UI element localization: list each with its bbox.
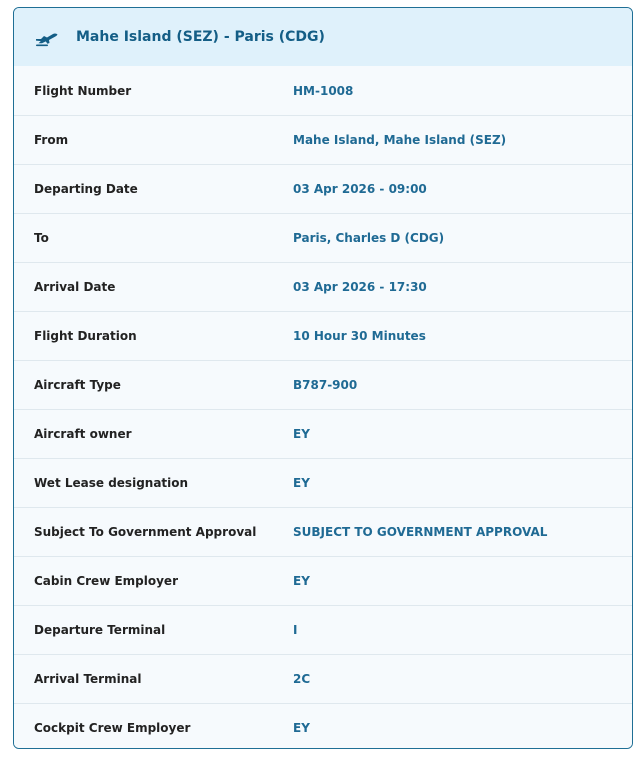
detail-label: Aircraft owner [34,427,132,441]
detail-label: Flight Duration [34,329,137,343]
detail-row-aircraft-owner [14,409,632,458]
detail-label: Departure Terminal [34,623,166,637]
detail-row-flight-duration [14,311,632,360]
detail-row-wet-lease-designation [14,458,632,507]
detail-row-arrival-terminal [14,654,632,703]
detail-row-flight-number [14,66,632,115]
route-title: Mahe Island (SEZ) - Paris (CDG) [76,29,325,45]
detail-value: 03 Apr 2026 - 09:00 [293,182,427,196]
detail-value: 03 Apr 2026 - 17:30 [293,280,427,294]
detail-value: Mahe Island, Mahe Island (SEZ) [293,133,507,147]
detail-value: SUBJECT TO GOVERNMENT APPROVAL [293,525,548,539]
detail-row-cockpit-crew-employer [14,703,632,749]
flight-route-header [14,8,632,66]
flight-details-card [13,7,633,749]
detail-label: Subject To Government Approval [34,525,257,539]
detail-row-departing-date [14,164,632,213]
detail-value: Paris, Charles D (CDG) [293,231,445,245]
flight-details-list [14,66,632,749]
detail-row-to [14,213,632,262]
detail-row-departure-terminal [14,605,632,654]
detail-label: Aircraft Type [34,378,121,392]
detail-value: B787-900 [293,378,358,392]
detail-value: EY [293,721,310,735]
detail-value: EY [293,427,310,441]
airplane-departure-icon [34,27,60,47]
detail-row-from [14,115,632,164]
detail-label: To [34,231,49,245]
detail-label: From [34,133,69,147]
detail-row-aircraft-type [14,360,632,409]
detail-value: EY [293,476,310,490]
detail-value: I [293,623,298,637]
detail-label: Flight Number [34,83,132,98]
detail-label: Arrival Terminal [34,672,142,686]
detail-row-government-approval [14,507,632,556]
detail-value: EY [293,574,310,588]
detail-label: Departing Date [34,182,138,196]
detail-value: 10 Hour 30 Minutes [293,329,426,343]
detail-label: Cockpit Crew Employer [34,721,191,735]
detail-row-arrival-date [14,262,632,311]
detail-value: HM-1008 [293,83,354,98]
detail-label: Cabin Crew Employer [34,574,178,588]
detail-label: Arrival Date [34,280,116,294]
detail-value: 2C [293,672,311,686]
detail-label: Wet Lease designation [34,476,189,490]
detail-row-cabin-crew-employer [14,556,632,605]
